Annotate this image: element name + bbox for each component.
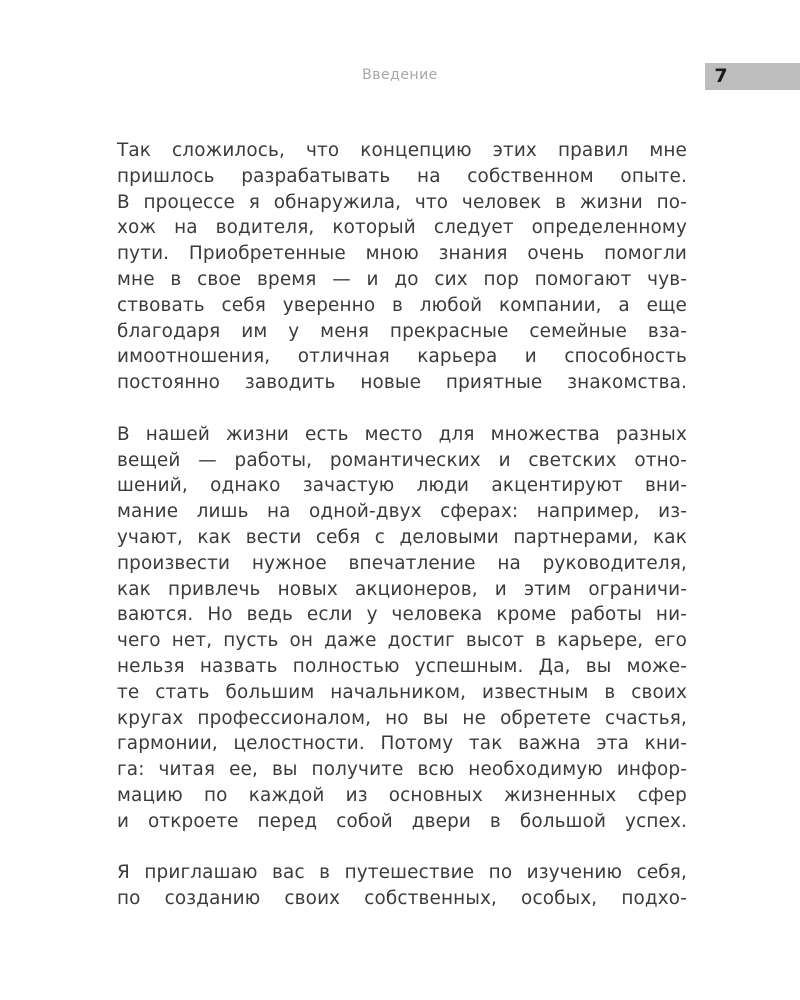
paragraph-3 xyxy=(117,860,687,912)
text-line: мне в свое время — и до сих пор помогают чув- xyxy=(117,268,687,290)
page-number-tab xyxy=(705,63,800,90)
text-line: те стать большим начальником, известным в своих xyxy=(117,681,687,703)
text-line: Я приглашаю вас в путешествие по изучению себя, xyxy=(117,862,687,884)
text-line: и откроете перед собой двери в большой успех. xyxy=(117,810,687,832)
text-line: ваются. Но ведь если у человека кроме работы ни- xyxy=(117,604,687,626)
text-line: мание лишь на одной-двух сферах: например, из- xyxy=(117,501,687,523)
text-line: В нашей жизни есть место для множества разных xyxy=(117,423,687,445)
text-line: имоотношения, отличная карьера и способность xyxy=(117,346,687,368)
text-line: кругах профессионалом, но вы не обретете счастья, xyxy=(117,707,687,729)
page-number: 7 xyxy=(714,65,728,87)
text-line: пути. Приобретенные мною знания очень помогли xyxy=(117,243,687,265)
text-line: чего нет, пусть он даже достиг высот в карьере, его xyxy=(117,630,687,652)
text-line: гармонии, целостности. Потому так важна эта кни- xyxy=(117,733,687,755)
text-line: хож на водителя, который следует определенному xyxy=(117,217,687,239)
text-line: ствовать себя уверенно в любой компании, а еще xyxy=(117,294,687,316)
text-line: как привлечь новых акционеров, и этим ограничи- xyxy=(117,578,687,600)
text-line: шений, однако зачастую люди акцентируют вни- xyxy=(117,475,687,497)
paragraph-1 xyxy=(117,138,687,396)
text-line: га: читая ее, вы получите всю необходимую инфор- xyxy=(117,759,687,781)
text-line: произвести нужное впечатление на руководителя, xyxy=(117,552,687,574)
paragraph-2 xyxy=(117,422,687,835)
text-line: Так сложилось, что концепцию этих правил мне xyxy=(117,140,687,161)
text-line: благодаря им у меня прекрасные семейные вза- xyxy=(117,320,687,342)
text-line: пришлось разрабатывать на собственном опыте. xyxy=(117,165,687,187)
text-line: нельзя назвать полностью успешным. Да, вы може- xyxy=(117,655,687,677)
text-line: учают, как вести себя с деловыми партнерами, как xyxy=(117,526,687,548)
body-text xyxy=(117,138,687,938)
text-line: постоянно заводить новые приятные знакомства. xyxy=(117,372,687,394)
running-head: Введение xyxy=(362,67,438,83)
text-line: по созданию своих собственных, особых, подхо- xyxy=(117,888,687,910)
text-line: В процессе я обнаружила, что человек в жизни по- xyxy=(117,191,687,213)
text-line: вещей — работы, романтических и светских отно- xyxy=(117,449,687,471)
text-line: мацию по каждой из основных жизненных сфер xyxy=(117,784,687,806)
